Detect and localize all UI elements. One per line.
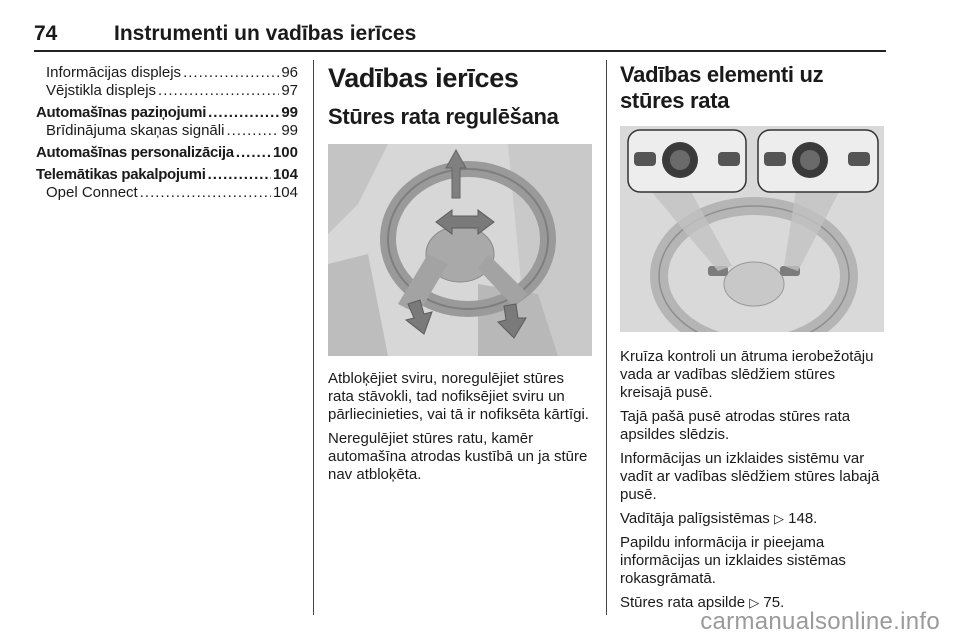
column-divider <box>606 60 607 615</box>
header-rule <box>34 50 886 52</box>
toc-entry[interactable]: Automašīnas personalizācija ..... 100 <box>36 144 298 162</box>
column-divider <box>313 60 314 615</box>
paragraph: Kruīza kontroli un ātruma ierobežotāju vada ar vadības slēdžiem stūres kreisajā pusē. <box>620 348 874 401</box>
page-number: 74 <box>34 22 58 45</box>
toc-entry[interactable]: Telemātikas pakalpojumi ..... 104 <box>36 166 298 184</box>
paragraph: Tajā pašā pusē atrodas stūres rata apsildes slēdzis. <box>620 408 851 443</box>
section-title: Vadības ierīces <box>328 63 519 93</box>
steering-adjustment-illustration <box>328 144 592 356</box>
toc-entry[interactable]: Vējstikla displejs ..... 97 <box>36 82 298 100</box>
triangle-reference-icon: ▷ <box>749 595 760 610</box>
toc-entry[interactable]: Brīdinājuma skaņas signāli ..... 99 <box>36 122 298 140</box>
table-of-contents <box>36 64 298 202</box>
paragraph: Informācijas un izklaides sistēmu var vadīt ar vadības slēdžiem stūres labajā pusē. <box>620 450 880 503</box>
watermark: carmanualsonline.info <box>700 608 940 635</box>
steering-adjustment-column <box>328 62 592 484</box>
triangle-reference-icon: ▷ <box>773 511 784 526</box>
paragraph: Neregulējiet stūres ratu, kamēr automašīna atrodas kustībā un ja stūre nav atbloķēta. <box>328 430 588 483</box>
toc-entry[interactable]: Opel Connect ..... 104 <box>36 184 298 202</box>
page-title: Instrumenti un vadības ierīces <box>114 22 417 45</box>
cross-reference[interactable]: Stūres rata apsilde ▷ 75. <box>620 594 785 611</box>
cross-reference[interactable]: Vadītāja palīgsistēmas ▷ 148. <box>620 510 818 527</box>
steering-controls-illustration <box>620 126 884 332</box>
steering-controls-column <box>620 62 886 612</box>
toc-entry[interactable]: Automašīnas paziņojumi ..... 99 <box>36 104 298 122</box>
paragraph: Papildu informācija ir pieejama informācijas un izklaides sistēmas rokasgrāmatā. <box>620 534 846 587</box>
paragraph: Atbloķējiet sviru, noregulējiet stūres rata stāvokli, tad nofiksējiet sviru un pārliecinieties, vai tā ir nofiksēta kārtīgi. <box>328 370 589 423</box>
section-subtitle: Stūres rata regulēšana <box>328 104 559 129</box>
page-header <box>34 22 886 50</box>
section-heading: Vadības elementi uz stūres rata <box>620 62 824 113</box>
toc-entry[interactable]: Informācijas displejs ..... 96 <box>36 64 298 82</box>
